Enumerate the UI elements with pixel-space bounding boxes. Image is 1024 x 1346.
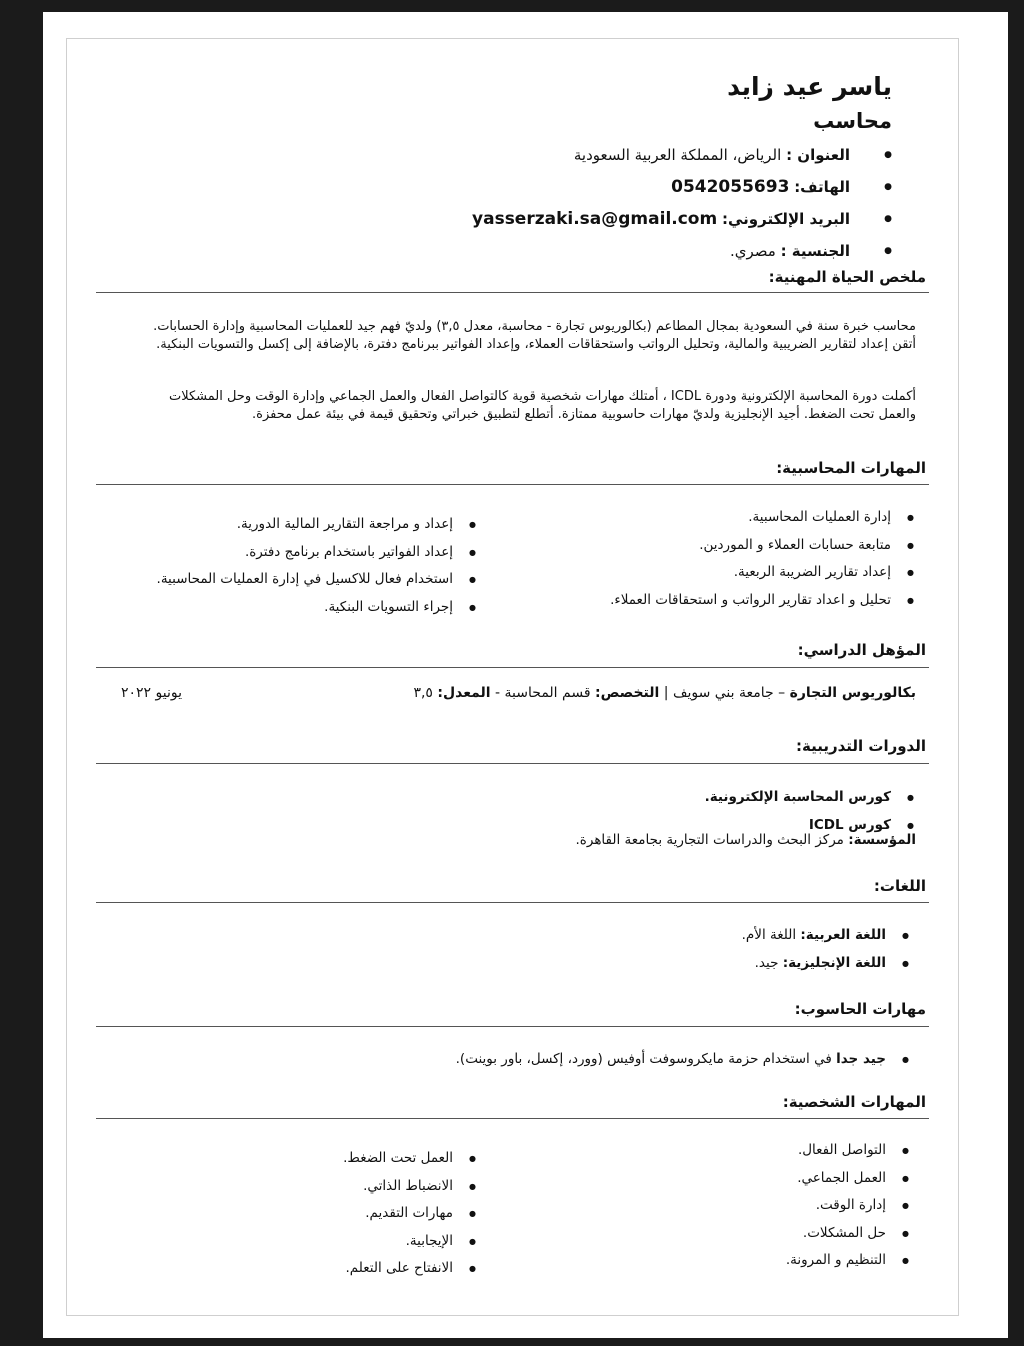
list-item: ● الإيجابية.: [343, 1228, 478, 1256]
list-item: ● مهارات التقديم.: [343, 1200, 478, 1228]
list-item: ● الانضباط الذاتي.: [343, 1173, 478, 1201]
list-item: ● التواصل الفعال.: [786, 1137, 911, 1165]
education-entry: [413, 685, 916, 701]
courses-list: [705, 784, 916, 839]
list-item: ● العمل الجماعي.: [786, 1165, 911, 1193]
list-item: ● استخدام فعال للاكسيل في إدارة العمليات المحاسبية.: [157, 566, 478, 594]
computer-skills-divider: [96, 1026, 929, 1027]
languages-list: [742, 922, 911, 977]
institution-label: المؤسسة:: [848, 832, 916, 848]
major-label: التخصص:: [594, 685, 660, 701]
education-divider: [96, 667, 929, 668]
institution-value: مركز البحث والدراسات التجارية بجامعة القاهرة.: [575, 832, 844, 848]
summary-line: محاسب خبرة سنة في السعودية بمجال المطاعم (بكالوريوس تجارة - محاسبة، معدل ٣,٥) ولديّ فهم جيد للعمليات المحاسبية وإدارة الحسابات.: [153, 319, 916, 334]
list-item: [456, 1046, 911, 1074]
gpa-value: ٣,٥: [413, 685, 433, 701]
contact-nationality: [372, 241, 892, 262]
languages-title: اللغات:: [873, 877, 926, 895]
summary-title: ملخص الحياة المهنية:: [768, 268, 926, 286]
list-item: ● إدارة العمليات المحاسبية.: [610, 504, 916, 532]
address-value: الرياض، المملكة العربية السعودية: [573, 146, 782, 164]
resume-page: [43, 12, 1008, 1338]
summary-line: والعمل تحت الضغط. أجيد الإنجليزية ولديّ مهارات حاسوبية ممتازة. أتطلع لتطبيق خبراتي وتحقيق قيمة في بيئة عمل محفزة.: [252, 406, 916, 422]
university: – جامعة بني سويف |: [663, 685, 786, 701]
email-label: البريد الإلكتروني:: [722, 210, 850, 228]
list-item: [742, 950, 911, 978]
accounting-skills-right-list: [610, 504, 916, 614]
languages-divider: [96, 902, 929, 903]
personal-skills-divider: [96, 1118, 929, 1119]
personal-skills-left-list: [343, 1145, 478, 1283]
computer-skill-text: في استخدام حزمة مايكروسوفت أوفيس (وورد، إكسل، باور بوينت).: [455, 1051, 832, 1067]
email-value[interactable]: yasserzaki.sa@gmail.com: [472, 209, 718, 229]
computer-skills-title: مهارات الحاسوب:: [794, 1000, 926, 1018]
computer-skills-list: [456, 1046, 911, 1074]
list-item: ● إجراء التسويات البنكية.: [157, 594, 478, 622]
summary-divider: [96, 292, 929, 293]
language-label: اللغة العربية:: [800, 927, 886, 943]
list-item: ● التنظيم و المرونة.: [786, 1247, 911, 1275]
contact-phone: [372, 177, 892, 198]
list-item: [742, 922, 911, 950]
gpa-label: المعدل:: [437, 685, 491, 701]
course-institution: [576, 832, 917, 848]
address-label: العنوان :: [786, 146, 850, 164]
courses-title: الدورات التدريبية:: [795, 737, 926, 755]
contact-list: [372, 145, 892, 273]
candidate-name: ياسر عيد زايد: [727, 72, 892, 101]
contact-email: [372, 209, 892, 230]
list-item: ● الانفتاح على التعلم.: [343, 1255, 478, 1283]
computer-skill-level: جيد جدا: [836, 1051, 886, 1067]
graduation-date: يونيو ٢٠٢٢: [121, 685, 183, 701]
accounting-skills-title: المهارات المحاسبية:: [776, 459, 926, 477]
phone-value: 0542055693: [671, 177, 790, 197]
phone-label: الهاتف:: [794, 178, 850, 196]
list-item: ● كورس ICDL: [705, 812, 916, 840]
language-value: جيد.: [754, 954, 779, 971]
courses-divider: [96, 763, 929, 764]
accounting-skills-divider: [96, 484, 929, 485]
degree: بكالوريوس التجارة: [789, 685, 916, 701]
list-item: ● إعداد الفواتير باستخدام برنامج دفترة.: [157, 539, 478, 567]
list-item: ● إعداد تقارير الضريبة الربعية.: [610, 559, 916, 587]
list-item: ● إدارة الوقت.: [786, 1192, 911, 1220]
summary-paragraph-1: [96, 318, 916, 353]
contact-address: [372, 145, 892, 166]
resume-sheet: [43, 12, 1008, 1338]
list-item: ● تحليل و اعداد تقارير الرواتب و استحقاقات العملاء.: [610, 587, 916, 615]
language-value: اللغة الأم.: [741, 927, 797, 943]
summary-line: أكملت دورة المحاسبة الإلكترونية ودورة ICDL ، أمتلك مهارات شخصية قوية كالتواصل الفعال والعمل الجماعي وإدارة الوقت وحل المشكلات: [168, 389, 916, 404]
list-item: ● حل المشكلات.: [786, 1220, 911, 1248]
nationality-label: الجنسية :: [780, 242, 850, 260]
summary-paragraph-2: [96, 388, 916, 423]
major-value: قسم المحاسبة -: [495, 685, 591, 701]
list-item: ● متابعة حسابات العملاء و الموردين.: [610, 532, 916, 560]
personal-skills-right-list: [786, 1137, 911, 1275]
education-title: المؤهل الدراسي:: [797, 641, 926, 659]
summary-line: أتقن إعداد لتقارير الضريبية والمالية، وتحليل الرواتب واستحقاقات العملاء، وإعداد الفواتير ببرنامج دفترة، بالإضافة إلى إكسل والتسويات البنكية.: [156, 336, 916, 352]
list-item: ● كورس المحاسبة الإلكترونية.: [705, 784, 916, 812]
accounting-skills-left-list: [157, 511, 478, 621]
personal-skills-title: المهارات الشخصية:: [782, 1093, 926, 1111]
language-label: اللغة الإنجليزية:: [782, 954, 886, 971]
list-item: ● العمل تحت الضغط.: [343, 1145, 478, 1173]
nationality-value: مصري.: [729, 242, 776, 260]
list-item: ● إعداد و مراجعة التقارير المالية الدورية.: [157, 511, 478, 539]
job-title: محاسب: [813, 109, 892, 133]
